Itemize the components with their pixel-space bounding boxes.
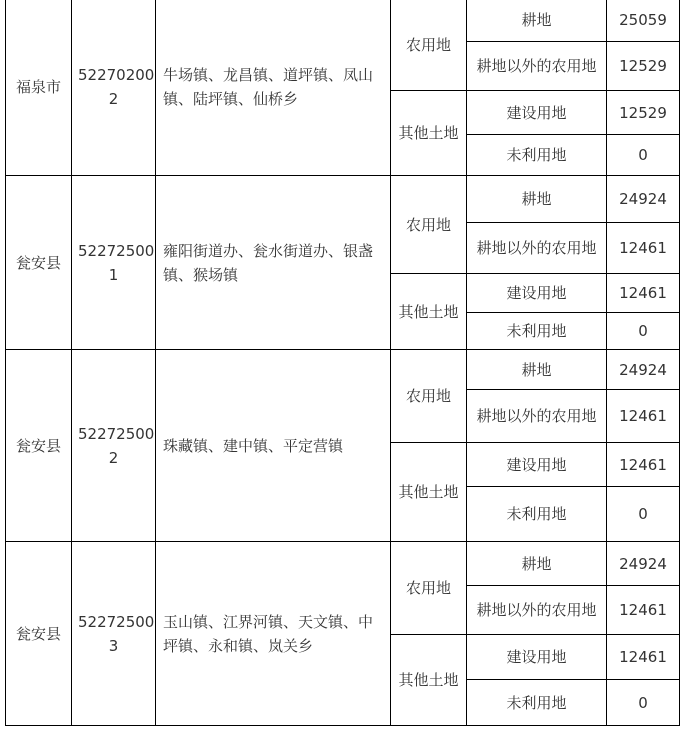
other-land-cell: 其他土地 xyxy=(391,274,467,350)
non-farm-agri-value: 12461 xyxy=(607,390,680,443)
non-farm-agri-value: 12461 xyxy=(607,223,680,274)
table-row xyxy=(6,0,680,42)
construction-land-label: 建设用地 xyxy=(467,635,607,680)
farmland-value: 24924 xyxy=(607,350,680,390)
non-farm-agri-label: 耕地以外的农用地 xyxy=(467,390,607,443)
code-line-2: 2 xyxy=(108,90,119,108)
farmland-value: 24924 xyxy=(607,542,680,586)
table-body xyxy=(6,0,680,726)
unused-land-label: 未利用地 xyxy=(467,313,607,350)
code-line-1: 52272500 xyxy=(78,424,155,443)
towns-cell: 珠藏镇、建中镇、平定营镇 xyxy=(156,350,391,542)
code-cell xyxy=(72,542,156,726)
code-line-1: 52272500 xyxy=(78,612,155,631)
non-farm-agri-label: 耕地以外的农用地 xyxy=(467,223,607,274)
code-line-1: 52270200 xyxy=(78,66,155,84)
unused-land-value: 0 xyxy=(607,487,680,542)
farmland-value: 25059 xyxy=(607,0,680,42)
code-line-1: 52272500 xyxy=(78,241,155,260)
code-line-2: 3 xyxy=(108,636,119,655)
towns-cell: 雍阳街道办、瓮水街道办、银盏镇、猴场镇 xyxy=(156,176,391,350)
other-land-cell: 其他土地 xyxy=(391,443,467,542)
farmland-label: 耕地 xyxy=(467,542,607,586)
farmland-value: 24924 xyxy=(607,176,680,223)
construction-land-value: 12461 xyxy=(607,443,680,487)
land-use-table xyxy=(5,0,680,726)
construction-land-value: 12529 xyxy=(607,91,680,135)
county-cell: 瓮安县 xyxy=(6,176,72,350)
table-row xyxy=(6,542,680,586)
code-cell xyxy=(72,0,156,176)
towns-cell: 玉山镇、江界河镇、天文镇、中坪镇、永和镇、岚关乡 xyxy=(156,542,391,726)
other-land-cell: 其他土地 xyxy=(391,635,467,726)
non-farm-agri-label: 耕地以外的农用地 xyxy=(467,42,607,91)
construction-land-value: 12461 xyxy=(607,635,680,680)
code-line-2: 1 xyxy=(108,265,119,284)
towns-cell: 牛场镇、龙昌镇、道坪镇、凤山镇、陆坪镇、仙桥乡 xyxy=(156,0,391,176)
agri-land-cell: 农用地 xyxy=(391,350,467,443)
county-cell: 瓮安县 xyxy=(6,542,72,726)
unused-land-value: 0 xyxy=(607,680,680,726)
county-cell: 福泉市 xyxy=(6,0,72,176)
unused-land-value: 0 xyxy=(607,135,680,176)
construction-land-label: 建设用地 xyxy=(467,274,607,313)
construction-land-label: 建设用地 xyxy=(467,91,607,135)
table-row xyxy=(6,176,680,223)
agri-land-cell: 农用地 xyxy=(391,176,467,274)
farmland-label: 耕地 xyxy=(467,350,607,390)
other-land-cell: 其他土地 xyxy=(391,91,467,176)
unused-land-value: 0 xyxy=(607,313,680,350)
county-cell: 瓮安县 xyxy=(6,350,72,542)
code-cell xyxy=(72,350,156,542)
code-cell xyxy=(72,176,156,350)
non-farm-agri-value: 12461 xyxy=(607,586,680,635)
construction-land-value: 12461 xyxy=(607,274,680,313)
agri-land-cell: 农用地 xyxy=(391,542,467,635)
farmland-label: 耕地 xyxy=(467,0,607,42)
agri-land-cell: 农用地 xyxy=(391,0,467,91)
unused-land-label: 未利用地 xyxy=(467,135,607,176)
code-line-2: 2 xyxy=(108,448,119,467)
non-farm-agri-label: 耕地以外的农用地 xyxy=(467,586,607,635)
unused-land-label: 未利用地 xyxy=(467,680,607,726)
farmland-label: 耕地 xyxy=(467,176,607,223)
table-row xyxy=(6,350,680,390)
non-farm-agri-value: 12529 xyxy=(607,42,680,91)
construction-land-label: 建设用地 xyxy=(467,443,607,487)
unused-land-label: 未利用地 xyxy=(467,487,607,542)
